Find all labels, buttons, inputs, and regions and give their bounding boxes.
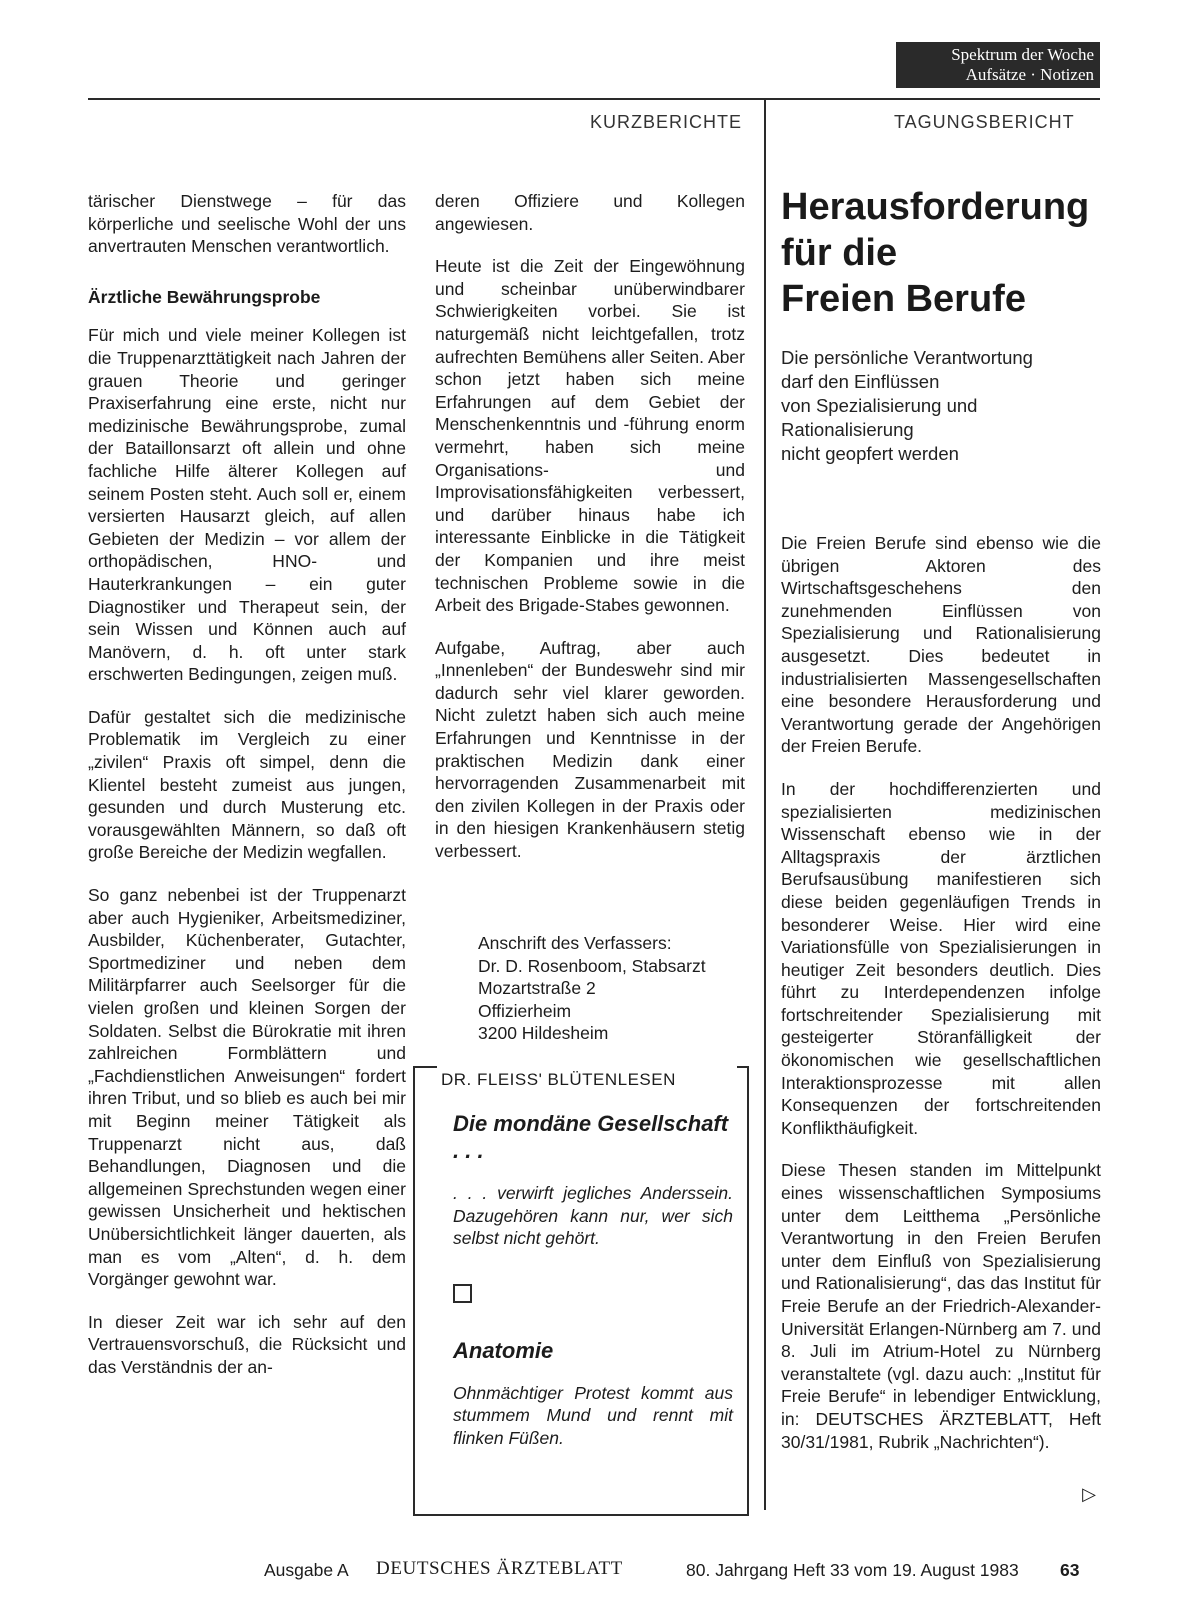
continue-arrow-icon: ▷: [1082, 1484, 1096, 1504]
badge-line-2: Aufsätze · Notizen: [965, 65, 1094, 84]
subtitle-line: nicht geopfert werden: [781, 443, 959, 464]
bluetenlesen-box: [413, 1068, 749, 1516]
rubric-tagungsbericht: TAGUNGSBERICHT: [894, 112, 1075, 132]
page-number: 63: [1060, 1560, 1080, 1580]
author-address: [478, 932, 706, 1045]
address-street: Mozartstraße 2: [478, 978, 596, 999]
box-title-1: Die mondäne Gesellschaft . . .: [453, 1111, 729, 1163]
section-badge: [896, 42, 1100, 88]
address-building: Offizierheim: [478, 1000, 572, 1021]
paragraph: Dafür gestaltet sich die medizinische Problematik im Vergleich zu einer „zivilen“ Praxis oft simpel, denn die Klientel besteht zumeist aus jungen, gesunden und durch Musterung etc. vorausgewählten Männern, so daß oft große Bereiche der Medizin wegfallen.: [88, 706, 406, 863]
article-subtitle: [781, 346, 1033, 466]
section-divider: [764, 98, 766, 1510]
title-line: für die: [781, 232, 898, 274]
article-title: [781, 184, 1089, 322]
paragraph: Diese Thesen standen im Mittelpunkt eines wissenschaftlichen Symposiums unter dem Leitthema „Persönliche Verantwortung in den Freien Berufen unter dem Einfluß von Spezialisierung und Rationalisierung“, das das Institut für Freie Berufe an der Friedrich-Alexander-Universität Erlangen-Nürnberg am 7. und 8. Juli im Atrium-Hotel zu Nürnberg veranstaltete (vgl. dazu auch: „Institut für Freie Berufe“ in lebendiger Entwicklung, in: DEUTSCHES ÄRZTEBLATT, Heft 30/31/1981, Rubrik „Nachrichten“).: [781, 1160, 1101, 1452]
subtitle-line: Die persönliche Verantwortung: [781, 347, 1033, 368]
paragraph: Aufgabe, Auftrag, aber auch „Innenleben“ der Bundeswehr sind mir dadurch sehr viel klarer geworden. Nicht zuletzt haben sich auch meine Erfahrungen und Kenntnisse in der praktischen Medizin dank einer hervorragenden Zusammenarbeit mit den zivilen Kollegen in der Praxis oder in den hiesigen Krankenhäusern stetig verbessert.: [435, 637, 745, 862]
address-label: Anschrift des Verfassers:: [478, 933, 672, 953]
paragraph: Die Freien Berufe sind ebenso wie die übrigen Aktoren des Wirtschaftsgeschehens den zunehmenden Einflüssen von Spezialisierung und Rationalisierung ausgesetzt. Dies bedeutet in industrialisierten Massengesellschaften eine besondere Herausforderung und Verantwortung gerade der Angehörigen der Freien Berufe.: [781, 533, 1101, 757]
section-heading: Ärztliche Bewährungsprobe: [88, 286, 321, 307]
paragraph: In der hochdifferenzierten und spezialisierten medizinischen Wissenschaft ebenso wie in der Alltagspraxis der ärztlichen Berufsausübung manifestieren sich diese beiden gegenläufigen Trends in besonderer Weise. Hier wird eine Variationsfülle von Spezialisierungen in heutiger Zeit besonders deutlich. Dies führt zu Interdependenzen infolge fortschreitender Spezialisierung mit gesteigerter Störanfälligkeit der ökonomischen wie gesellschaftlichen Interaktionsprozesse mit allen Konsequenzen der fortschreitenden Konflikthäufigkeit.: [781, 778, 1101, 1138]
paragraph: In dieser Zeit war ich sehr auf den Vertrauensvorschuß, die Rücksicht und das Verständnis der an-: [88, 1311, 406, 1377]
address-city: 3200 Hildesheim: [478, 1023, 609, 1044]
column-2: [435, 190, 745, 883]
square-separator-icon: [453, 1284, 472, 1303]
badge-line-1: Spektrum der Woche: [951, 45, 1094, 64]
footer-edition: Ausgabe A: [264, 1560, 349, 1580]
rubric-kurzberichte: KURZBERICHTE: [590, 112, 743, 132]
paragraph: deren Offiziere und Kollegen angewiesen.: [435, 191, 745, 234]
subtitle-line: von Spezialisierung und: [781, 395, 978, 416]
box-quote-2: Ohnmächtiger Protest kommt aus stummem Mund und rennt mit flinken Füßen.: [453, 1382, 733, 1448]
column-1: [88, 190, 406, 1399]
paragraph: So ganz nebenbei ist der Truppenarzt aber auch Hygieniker, Arbeitsmediziner, Ausbilder, Küchenberater, Gutachter, Sportmediziner und neben dem Militärpfarrer auch Seelsorger für die vielen großen und kleinen Sorgen der Soldaten. Selbst die Bürokratie mit ihren zahlreichen Formblättern und „Fachdienstlichen Anweisungen“ fordert ihren Tribut, und so blieb es auch bei mir mit Beginn meiner Tätigkeit als Truppenarzt nicht aus, daß Behandlungen, Diagnosen und die allgemeinen Sprechstunden wegen einer gewissen Unsicherheit und hektischen Unübersichtlichkeit länger dauerten, als man es vom „Alten“, d. h. dem Vorgänger gewohnt war.: [88, 885, 406, 1290]
paragraph: Für mich und viele meiner Kollegen ist die Truppenarzttätigkeit nach Jahren der grauen Theorie und geringer Praxiserfahrung eine erste, nicht nur medizinische Bewährungsprobe, zumal der Bataillonsarzt oft allein und ohne fachliche Hilfe älterer Kollegen auf seinem Posten steht. Auch soll er, einem versierten Hausarzt gleich, auf allen Gebieten der Medizin – vor allem der orthopädischen, HNO- und Hauterkrankungen – ein guter Diagnostiker und Therapeut sein, der sein Wissen und Können auch auf Manövern, d. h. oft unter stark erschwerten Bedingungen, zeigen muß.: [88, 325, 406, 685]
box-header: DR. FLEISS' BLÜTENLESEN: [441, 1070, 676, 1089]
title-line: Freien Berufe: [781, 278, 1026, 320]
subtitle-line: darf den Einflüssen: [781, 371, 940, 392]
address-name: Dr. D. Rosenboom, Stabsarzt: [478, 955, 706, 976]
header-rule: [88, 98, 1100, 100]
footer-issue: 80. Jahrgang Heft 33 vom 19. August 1983: [686, 1560, 1019, 1580]
box-quote-1: . . . verwirft jegliches Anderssein. Dazugehören kann nur, wer sich selbst nicht gehört.: [453, 1183, 733, 1249]
footer-journal: DEUTSCHES ÄRZTEBLATT: [376, 1558, 623, 1579]
paragraph: Heute ist die Zeit der Eingewöhnung und scheinbar unüberwindbarer Schwierigkeiten vorbei. Sie ist naturgemäß nicht leichtgefallen, trotz aufrechten Bemühens aller Seiten. Aber schon jetzt haben sich meine Erfahrungen auf dem Gebiet der Menschenkenntnis und -führung enorm vermehrt, haben sich meine Organisations- und Improvisationsfähigkeiten verbessert, und darüber hinaus habe ich interessante Einblicke in die Tätigkeit der Kompanien und ihre meist technischen Probleme sowie in die Arbeit des Brigade-Stabes gewonnen.: [435, 256, 745, 616]
subtitle-line: Rationalisierung: [781, 419, 914, 440]
title-line: Herausforderung: [781, 186, 1090, 228]
paragraph: tärischer Dienstwege – für das körperliche und seelische Wohl der uns anvertrauten Menschen verantwortlich.: [88, 191, 406, 257]
box-title-2: Anatomie: [453, 1337, 554, 1363]
column-3: [781, 532, 1101, 1473]
